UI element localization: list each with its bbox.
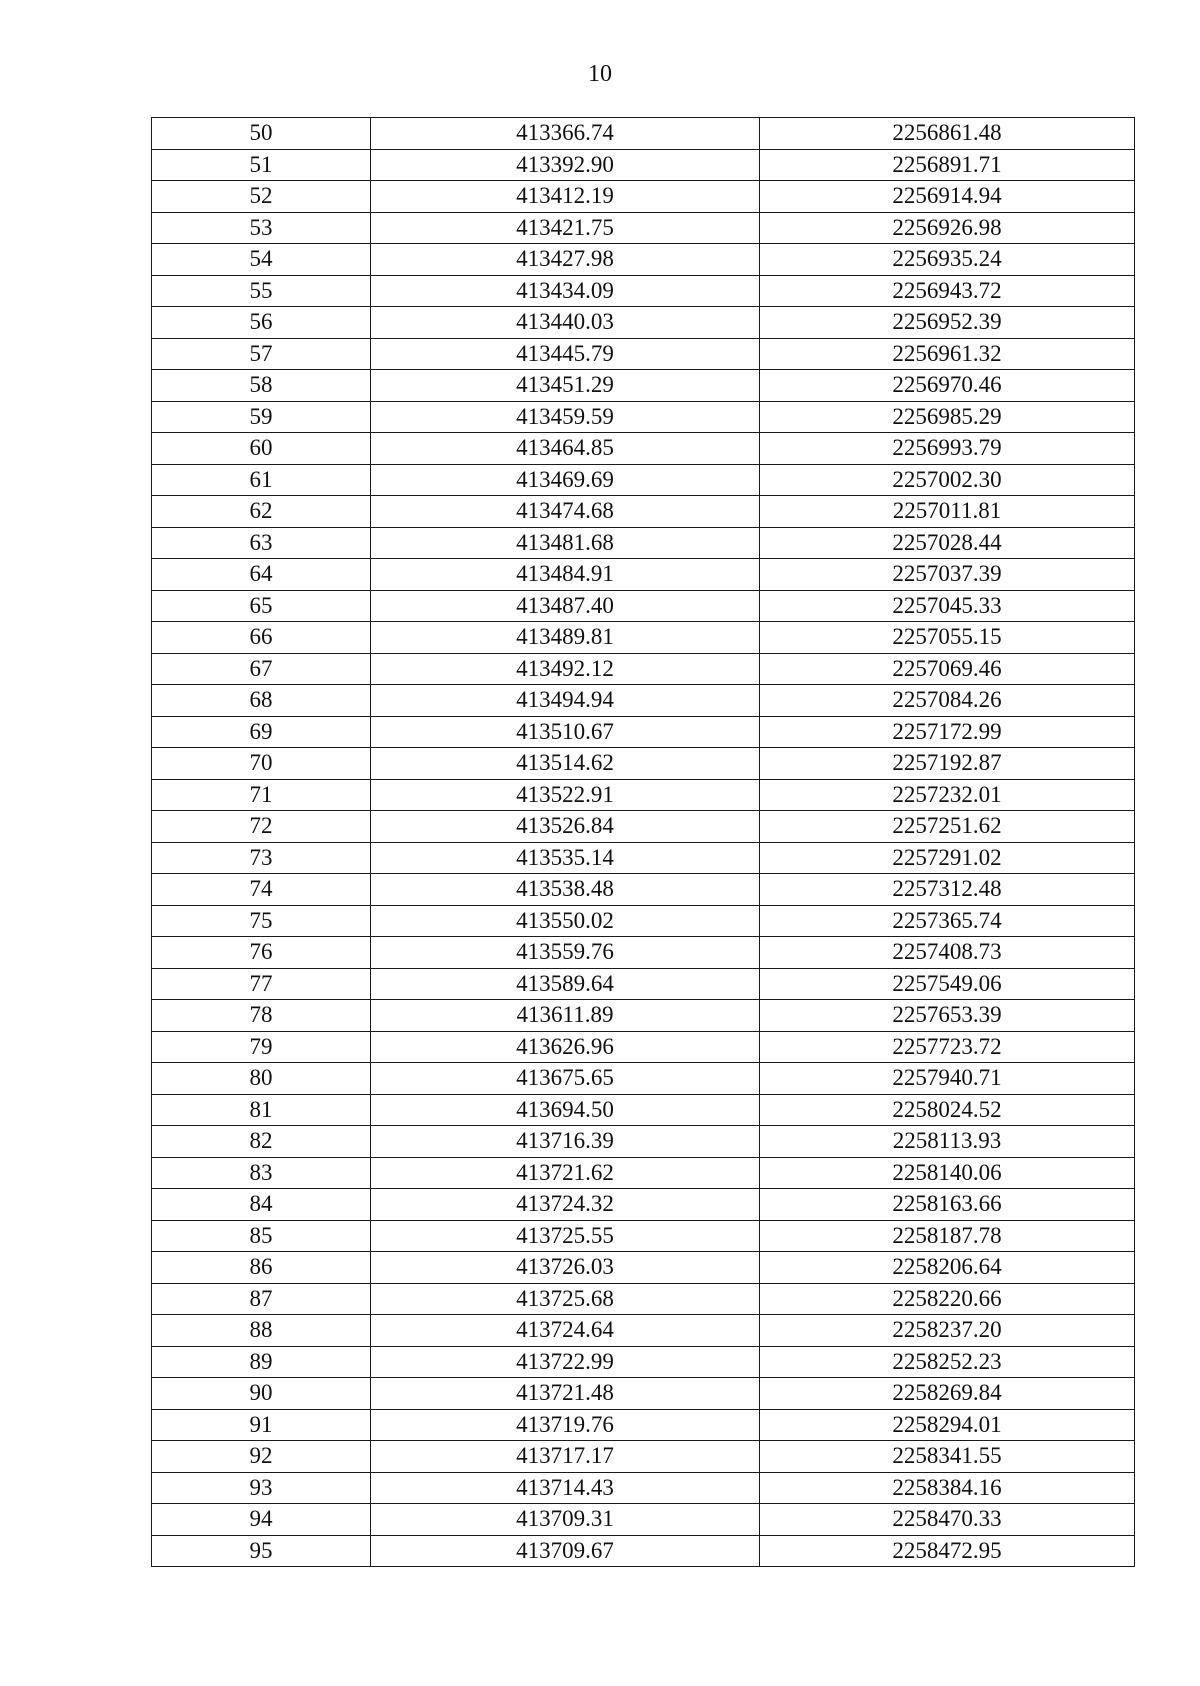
y-coordinate-cell: 2257172.99 [760,716,1135,748]
table-row [152,307,1135,339]
x-coordinate-cell: 413724.64 [371,1315,760,1347]
x-coordinate-cell: 413722.99 [371,1346,760,1378]
point-number-cell: 57 [152,338,371,370]
x-coordinate-cell: 413487.40 [371,590,760,622]
point-number-cell: 66 [152,622,371,654]
table-row [152,1220,1135,1252]
y-coordinate-cell: 2258470.33 [760,1504,1135,1536]
table-row [152,370,1135,402]
point-number-cell: 51 [152,149,371,181]
table-row [152,1094,1135,1126]
x-coordinate-cell: 413489.81 [371,622,760,654]
point-number-cell: 86 [152,1252,371,1284]
x-coordinate-cell: 413445.79 [371,338,760,370]
x-coordinate-cell: 413709.31 [371,1504,760,1536]
y-coordinate-cell: 2258140.06 [760,1157,1135,1189]
x-coordinate-cell: 413725.68 [371,1283,760,1315]
table-row [152,1189,1135,1221]
table-row [152,842,1135,874]
x-coordinate-cell: 413434.09 [371,275,760,307]
y-coordinate-cell: 2258220.66 [760,1283,1135,1315]
table-row [152,401,1135,433]
table-row [152,811,1135,843]
y-coordinate-cell: 2257028.44 [760,527,1135,559]
y-coordinate-cell: 2257291.02 [760,842,1135,874]
point-number-cell: 82 [152,1126,371,1158]
x-coordinate-cell: 413481.68 [371,527,760,559]
table-row [152,149,1135,181]
x-coordinate-cell: 413440.03 [371,307,760,339]
y-coordinate-cell: 2257232.01 [760,779,1135,811]
x-coordinate-cell: 413716.39 [371,1126,760,1158]
y-coordinate-cell: 2257723.72 [760,1031,1135,1063]
table-row [152,181,1135,213]
point-number-cell: 73 [152,842,371,874]
table-row [152,685,1135,717]
point-number-cell: 80 [152,1063,371,1095]
table-row [152,968,1135,1000]
x-coordinate-cell: 413721.48 [371,1378,760,1410]
x-coordinate-cell: 413724.32 [371,1189,760,1221]
y-coordinate-cell: 2258269.84 [760,1378,1135,1410]
x-coordinate-cell: 413721.62 [371,1157,760,1189]
x-coordinate-cell: 413514.62 [371,748,760,780]
y-coordinate-cell: 2257002.30 [760,464,1135,496]
y-coordinate-cell: 2258252.23 [760,1346,1135,1378]
point-number-cell: 78 [152,1000,371,1032]
y-coordinate-cell: 2257653.39 [760,1000,1135,1032]
point-number-cell: 89 [152,1346,371,1378]
y-coordinate-cell: 2258341.55 [760,1441,1135,1473]
point-number-cell: 91 [152,1409,371,1441]
y-coordinate-cell: 2257365.74 [760,905,1135,937]
table-row [152,1535,1135,1567]
table-row [152,212,1135,244]
point-number-cell: 68 [152,685,371,717]
x-coordinate-cell: 413726.03 [371,1252,760,1284]
x-coordinate-cell: 413412.19 [371,181,760,213]
point-number-cell: 75 [152,905,371,937]
table-row [152,748,1135,780]
point-number-cell: 94 [152,1504,371,1536]
point-number-cell: 79 [152,1031,371,1063]
point-number-cell: 72 [152,811,371,843]
y-coordinate-cell: 2256993.79 [760,433,1135,465]
point-number-cell: 90 [152,1378,371,1410]
x-coordinate-cell: 413611.89 [371,1000,760,1032]
y-coordinate-cell: 2256952.39 [760,307,1135,339]
y-coordinate-cell: 2256861.48 [760,118,1135,150]
table-row [152,1252,1135,1284]
point-number-cell: 52 [152,181,371,213]
x-coordinate-cell: 413526.84 [371,811,760,843]
x-coordinate-cell: 413719.76 [371,1409,760,1441]
table-row [152,1000,1135,1032]
point-number-cell: 61 [152,464,371,496]
x-coordinate-cell: 413559.76 [371,937,760,969]
point-number-cell: 54 [152,244,371,276]
x-coordinate-cell: 413535.14 [371,842,760,874]
table-row [152,1315,1135,1347]
point-number-cell: 65 [152,590,371,622]
table-row [152,118,1135,150]
table-row [152,433,1135,465]
x-coordinate-cell: 413474.68 [371,496,760,528]
y-coordinate-cell: 2258187.78 [760,1220,1135,1252]
point-number-cell: 64 [152,559,371,591]
x-coordinate-cell: 413709.67 [371,1535,760,1567]
y-coordinate-cell: 2257045.33 [760,590,1135,622]
point-number-cell: 76 [152,937,371,969]
point-number-cell: 63 [152,527,371,559]
point-number-cell: 60 [152,433,371,465]
x-coordinate-cell: 413675.65 [371,1063,760,1095]
table-row [152,1346,1135,1378]
table-row [152,1409,1135,1441]
y-coordinate-cell: 2257940.71 [760,1063,1135,1095]
x-coordinate-cell: 413421.75 [371,212,760,244]
y-coordinate-cell: 2257084.26 [760,685,1135,717]
x-coordinate-cell: 413469.69 [371,464,760,496]
point-number-cell: 77 [152,968,371,1000]
y-coordinate-cell: 2256985.29 [760,401,1135,433]
x-coordinate-cell: 413522.91 [371,779,760,811]
coordinates-table [151,117,1135,1567]
point-number-cell: 81 [152,1094,371,1126]
table-row [152,905,1135,937]
table-row [152,1472,1135,1504]
point-number-cell: 87 [152,1283,371,1315]
table-row [152,1126,1135,1158]
point-number-cell: 88 [152,1315,371,1347]
point-number-cell: 74 [152,874,371,906]
x-coordinate-cell: 413484.91 [371,559,760,591]
table-row [152,874,1135,906]
table-row [152,1441,1135,1473]
table-row [152,1283,1135,1315]
point-number-cell: 50 [152,118,371,150]
y-coordinate-cell: 2257011.81 [760,496,1135,528]
y-coordinate-cell: 2256943.72 [760,275,1135,307]
y-coordinate-cell: 2257251.62 [760,811,1135,843]
y-coordinate-cell: 2258206.64 [760,1252,1135,1284]
table-row [152,1031,1135,1063]
y-coordinate-cell: 2258163.66 [760,1189,1135,1221]
x-coordinate-cell: 413626.96 [371,1031,760,1063]
x-coordinate-cell: 413694.50 [371,1094,760,1126]
x-coordinate-cell: 413714.43 [371,1472,760,1504]
x-coordinate-cell: 413510.67 [371,716,760,748]
table-row [152,653,1135,685]
y-coordinate-cell: 2258113.93 [760,1126,1135,1158]
table-row [152,1063,1135,1095]
y-coordinate-cell: 2257408.73 [760,937,1135,969]
y-coordinate-cell: 2257037.39 [760,559,1135,591]
table-row [152,244,1135,276]
point-number-cell: 53 [152,212,371,244]
x-coordinate-cell: 413392.90 [371,149,760,181]
point-number-cell: 85 [152,1220,371,1252]
x-coordinate-cell: 413550.02 [371,905,760,937]
x-coordinate-cell: 413589.64 [371,968,760,1000]
point-number-cell: 56 [152,307,371,339]
point-number-cell: 70 [152,748,371,780]
x-coordinate-cell: 413459.59 [371,401,760,433]
y-coordinate-cell: 2257312.48 [760,874,1135,906]
x-coordinate-cell: 413717.17 [371,1441,760,1473]
point-number-cell: 84 [152,1189,371,1221]
table-row [152,1157,1135,1189]
table-row [152,464,1135,496]
page-number: 10 [588,61,612,87]
table-row [152,559,1135,591]
x-coordinate-cell: 413464.85 [371,433,760,465]
table-row [152,1504,1135,1536]
x-coordinate-cell: 413492.12 [371,653,760,685]
y-coordinate-cell: 2256926.98 [760,212,1135,244]
y-coordinate-cell: 2257069.46 [760,653,1135,685]
table-row [152,527,1135,559]
point-number-cell: 71 [152,779,371,811]
y-coordinate-cell: 2256914.94 [760,181,1135,213]
y-coordinate-cell: 2258024.52 [760,1094,1135,1126]
y-coordinate-cell: 2256961.32 [760,338,1135,370]
x-coordinate-cell: 413725.55 [371,1220,760,1252]
y-coordinate-cell: 2256935.24 [760,244,1135,276]
y-coordinate-cell: 2257192.87 [760,748,1135,780]
table-row [152,275,1135,307]
table-row [152,716,1135,748]
table-row [152,338,1135,370]
y-coordinate-cell: 2258384.16 [760,1472,1135,1504]
x-coordinate-cell: 413494.94 [371,685,760,717]
point-number-cell: 59 [152,401,371,433]
point-number-cell: 95 [152,1535,371,1567]
table-row [152,1378,1135,1410]
y-coordinate-cell: 2256891.71 [760,149,1135,181]
point-number-cell: 83 [152,1157,371,1189]
point-number-cell: 67 [152,653,371,685]
point-number-cell: 69 [152,716,371,748]
y-coordinate-cell: 2258294.01 [760,1409,1135,1441]
x-coordinate-cell: 413427.98 [371,244,760,276]
x-coordinate-cell: 413366.74 [371,118,760,150]
table-row [152,496,1135,528]
y-coordinate-cell: 2258237.20 [760,1315,1135,1347]
table-row [152,779,1135,811]
coordinates-table-body [152,118,1135,1567]
point-number-cell: 58 [152,370,371,402]
x-coordinate-cell: 413451.29 [371,370,760,402]
table-row [152,937,1135,969]
point-number-cell: 92 [152,1441,371,1473]
point-number-cell: 93 [152,1472,371,1504]
point-number-cell: 62 [152,496,371,528]
y-coordinate-cell: 2257055.15 [760,622,1135,654]
x-coordinate-cell: 413538.48 [371,874,760,906]
point-number-cell: 55 [152,275,371,307]
y-coordinate-cell: 2256970.46 [760,370,1135,402]
table-row [152,590,1135,622]
y-coordinate-cell: 2257549.06 [760,968,1135,1000]
table-row [152,622,1135,654]
y-coordinate-cell: 2258472.95 [760,1535,1135,1567]
